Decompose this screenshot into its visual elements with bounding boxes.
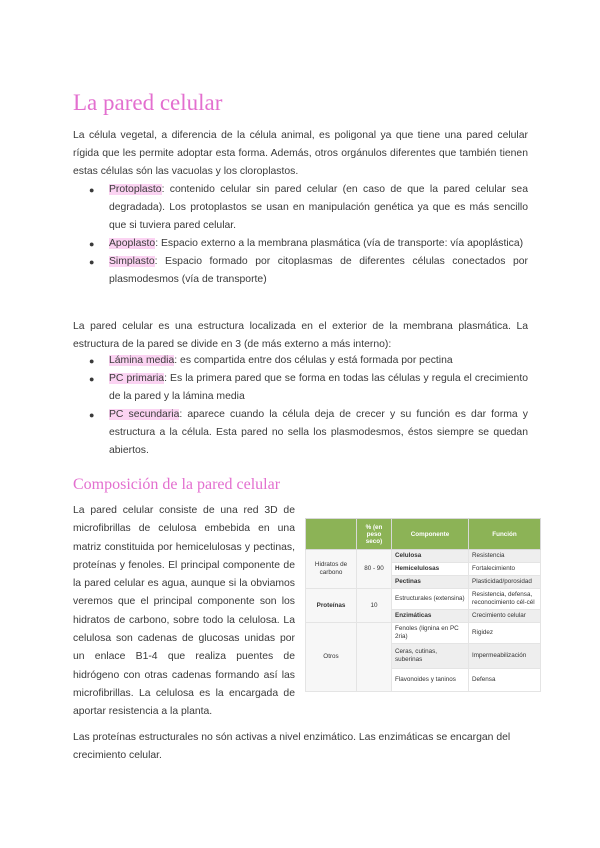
bullet-icon: ● [89,410,95,420]
component-cell: Pectinas [392,576,469,589]
component-cell: Celulosa [392,550,469,563]
page-title: La pared celular [73,90,223,115]
list-item [73,181,528,235]
group-name: Otros [306,623,357,692]
wall-layers-list [73,352,528,460]
wall-structure-paragraph: La pared celular es una estructura localizada en el exterior de la membrana plasmática. La estructura de la pared se divide en 3 (de más externo a más interno): [73,321,528,350]
list-item [73,253,528,289]
term-highlight: PC secundaria [109,409,180,420]
term-highlight: PC primaria [109,373,165,384]
table-row [306,589,541,610]
term-definition: : es compartida entre dos células y está formada por pectina [174,355,453,366]
function-cell: Rigidez [469,623,541,644]
list-item [73,370,528,406]
list-item [73,352,528,370]
term-highlight: Protoplasto [109,184,162,195]
term-definition: : contenido celular sin pared celular (en caso de que la pared celular sea degradada). Los protoplastos se usan en manipulación genética ya que es más sencillo que si tuviera pared celular. [109,184,528,231]
term-definition: : Espacio externo a la membrana plasmática (vía de transporte: vía apoplástica) [155,238,524,249]
term-highlight: Apoplasto [109,238,156,249]
intro-paragraph: La célula vegetal, a diferencia de la célula animal, es poligonal ya que tiene una pared celular rígida que les permite adoptar esta forma. Además, otros orgánulos diferentes que también tienen estas células són las vacuolas y los cloroplastos. [73,130,528,177]
term-definition: : aparece cuando la célula deja de crecer y su función es dar forma y estructura a la célula. Esta pared no sella los plasmodesmos, éstos siempre se quedan abiertos. [109,409,529,456]
component-cell: Ceras, cutinas, suberinas [392,644,469,669]
composition-table [305,518,541,692]
composition-paragraph: La pared celular consiste de una red 3D de microfibrillas de celulosa embebida en una matriz constituida por hemicelulosas y pectinas, proteínas y fenoles. El principal componente de la pared celular es agua, aunque si la obviamos veremos que el principal componente son los hidratos de carbono, sobre todo la celulosa. La celulosa son cadenas de glucosas unidas por un enlace B1-4 que realiza puentes de hidrógeno con otras cadenas formando así las microfibrillas. La celulosa es la encargada de aportar resistencia a la planta. [73,505,295,718]
table-header: % (en peso seco) [357,519,392,550]
function-cell: Impermeabilización [469,644,541,669]
cell-spaces-list [73,181,528,289]
bullet-icon: ● [89,257,95,267]
section-heading: Composición de la pared celular [73,476,281,493]
function-cell: Defensa [469,669,541,692]
component-cell: Flavonoides y taninos [392,669,469,692]
table-header: Función [469,519,541,550]
function-cell: Crecimiento celular [469,610,541,623]
group-name: Proteínas [306,589,357,623]
table-row [306,623,541,644]
term-definition: : Es la primera pared que se forma en todas las células y regula el crecimiento de la pared y la lámina media [109,373,528,402]
bullet-icon: ● [89,185,95,195]
function-cell: Resistencia, defensa, reconocimiento cél-cél [469,589,541,610]
group-percent: 80 - 90 [357,550,392,589]
term-definition: : Espacio formado por citoplasmas de diferentes células conectados por plasmodesmos (vía de transporte) [109,256,528,285]
bullet-icon: ● [89,239,95,249]
group-name: Hidratos de carbono [306,550,357,589]
table-row [306,550,541,563]
bullet-icon: ● [89,356,95,366]
list-item [73,235,528,253]
group-percent [357,623,392,692]
component-cell: Hemicelulosas [392,563,469,576]
table-header [306,519,357,550]
bullet-icon: ● [89,374,95,384]
group-percent: 10 [357,589,392,623]
table-header: Componente [392,519,469,550]
function-cell: Resistencia [469,550,541,563]
component-cell: Enzimáticas [392,610,469,623]
function-cell: Fortalecimiento [469,563,541,576]
final-paragraph: Las proteínas estructurales no són activas a nivel enzimático. Las enzimáticas se encargan del crecimiento celular. [73,732,511,761]
term-highlight: Simplasto [109,256,155,267]
component-cell: Estructurales (extensina) [392,589,469,610]
component-cell: Fenoles (lignina en PC 2ria) [392,623,469,644]
term-highlight: Lámina media [109,355,175,366]
function-cell: Plasticidad/porosidad [469,576,541,589]
list-item [73,406,528,460]
